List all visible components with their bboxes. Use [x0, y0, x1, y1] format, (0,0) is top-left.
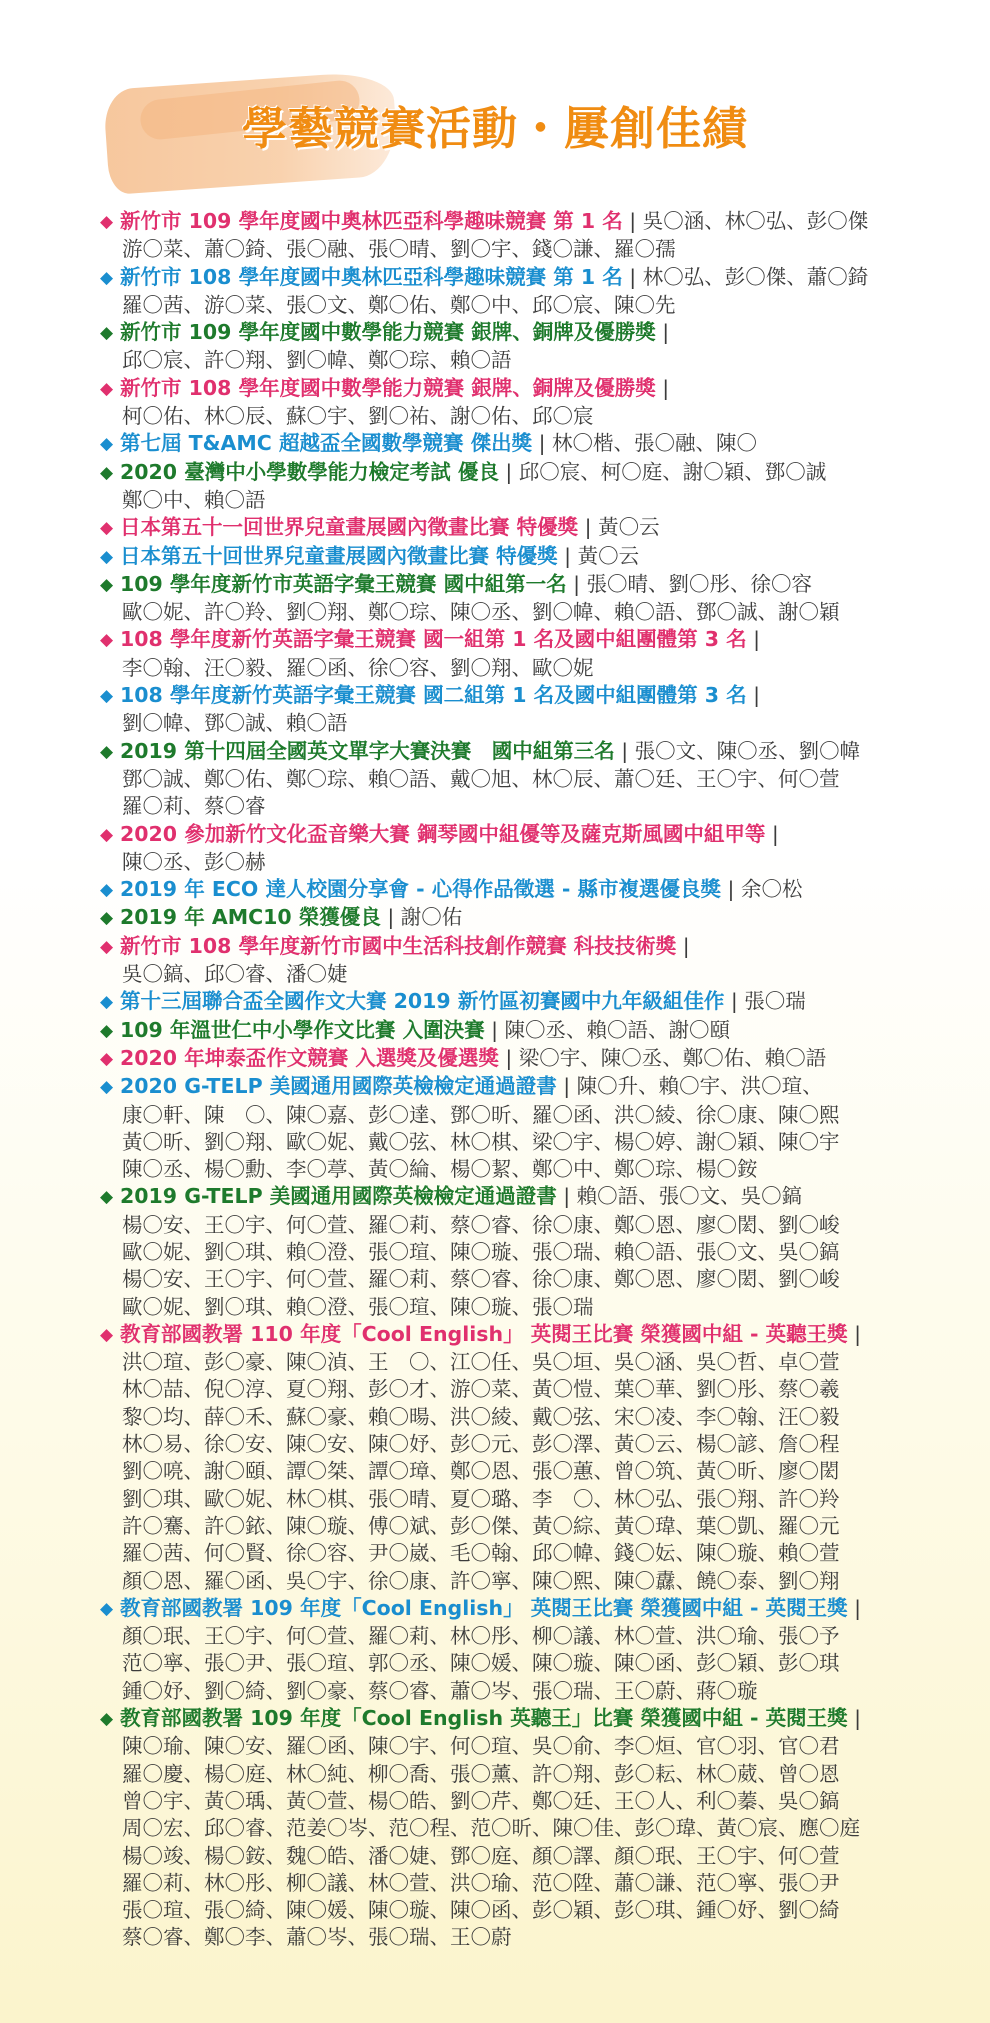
award-names-inline: | 吳〇涵、林〇弘、彭〇傑	[622, 209, 869, 233]
achievement-entry	[100, 1183, 960, 1320]
diamond-bullet-icon: ◆	[100, 574, 114, 595]
achievement-entry	[100, 1595, 960, 1705]
award-title: 新竹市 108 學年度國中數學能力競賽 銀牌、銅牌及優勝獎	[120, 375, 656, 400]
achievement-line	[100, 208, 960, 236]
achievement-entry	[100, 319, 960, 375]
diamond-bullet-icon: ◆	[100, 378, 114, 399]
award-names-inline: | 賴〇語、張〇文、吳〇鎬	[556, 1184, 803, 1209]
achievement-line	[100, 1073, 960, 1101]
award-title: 108 學年度新竹英語字彙王競賽 國一組第 1 名及國中組團體第 3 名	[120, 627, 747, 652]
award-title: 2020 臺灣中小學數學能力檢定考試 優良	[120, 459, 499, 484]
title-banner	[0, 0, 990, 200]
award-names: 顏〇珉、王〇宇、何〇萱、羅〇莉、林〇彤、柳〇議、林〇萱、洪〇瑜、張〇予 范〇寧、張〇尹、張〇瑄、郭〇丞、陳〇媛、陳〇璇、陳〇函、彭〇穎、彭〇琪 鍾〇妤、劉〇綺、劉〇豪、蔡〇睿、蕭〇岑、張〇瑞、王〇蔚、蔣〇璇	[122, 1624, 840, 1703]
award-names-inline: |	[746, 683, 761, 708]
diamond-bullet-icon: ◆	[100, 630, 114, 651]
award-names-inline: |	[765, 821, 779, 846]
achievement-entry	[100, 375, 960, 431]
award-title: 新竹市 108 學年度國中奧林匹亞科學趣味競賽 第 1 名	[120, 264, 623, 289]
achievement-line	[100, 375, 960, 403]
achievement-entry	[100, 933, 960, 989]
achievement-line	[100, 514, 960, 542]
diamond-bullet-icon: ◆	[100, 1187, 114, 1208]
achievement-line	[100, 1705, 960, 1733]
achievement-line	[100, 904, 960, 932]
award-title: 108 學年度新竹英語字彙王競賽 國二組第 1 名及國中組團體第 3 名	[120, 683, 747, 708]
award-names-inline: |	[655, 320, 670, 345]
award-title: 教育部國教署 109 年度「Cool English」 英閱王比賽 榮獲國中組 - 英閱王獎	[120, 1595, 848, 1620]
award-names: 游〇菜、蕭〇錡、張〇融、張〇晴、劉〇宇、錢〇謙、羅〇孺	[122, 237, 676, 262]
achievement-line	[100, 430, 960, 458]
achievement-entry	[100, 1045, 960, 1073]
award-names-inline: | 余〇松	[721, 877, 803, 902]
award-title: 新竹市 109 學年度國中奧林匹亞科學趣味競賽 第 1 名	[120, 209, 623, 233]
achievement-entry	[100, 571, 960, 627]
achievement-entry	[100, 1073, 960, 1183]
diamond-bullet-icon: ◆	[100, 741, 114, 762]
award-title: 109 年溫世仁中小學作文比賽 入圍決賽	[120, 1017, 485, 1042]
award-names-inline: | 黃〇云	[557, 543, 640, 568]
achievement-entry	[100, 1705, 960, 1952]
award-names: 柯〇佑、林〇辰、蘇〇宇、劉〇祐、謝〇佑、邱〇宸	[122, 404, 594, 429]
award-title: 第七屆 T&AMC 超越盃全國數學競賽 傑出獎	[120, 431, 533, 456]
achievement-entry	[100, 1321, 960, 1595]
award-names-inline: | 張〇文、陳〇丞、劉〇幃	[614, 738, 861, 763]
diamond-bullet-icon: ◆	[100, 462, 114, 483]
achievement-entry	[100, 264, 960, 320]
award-title: 日本第五十回世界兒童畫展國內徵畫比賽 特優獎	[120, 543, 558, 568]
award-names-inline: | 林〇楷、張〇融、陳〇	[532, 431, 758, 456]
diamond-bullet-icon: ◆	[100, 908, 114, 929]
achievement-entry	[100, 459, 960, 515]
award-title: 新竹市 109 學年度國中數學能力競賽 銀牌、銅牌及優勝獎	[120, 320, 656, 345]
award-title: 2019 第十四屆全國英文單字大賽決賽 國中組第三名	[120, 738, 615, 763]
award-title: 教育部國教署 109 年度「Cool English 英聽王」比賽 榮獲國中組 - 英閱王獎	[120, 1706, 848, 1731]
achievement-line	[100, 459, 960, 487]
award-names: 鄭〇中、賴〇語	[122, 487, 266, 512]
award-names-inline: |	[847, 1321, 862, 1346]
award-names: 李〇翰、汪〇毅、羅〇函、徐〇容、劉〇翔、歐〇妮	[122, 655, 594, 680]
award-names-inline: |	[655, 375, 670, 400]
achievement-entry	[100, 208, 960, 264]
award-title: 109 學年度新竹市英語字彙王競賽 國中組第一名	[120, 571, 567, 596]
achievement-line	[100, 1183, 960, 1211]
diamond-bullet-icon: ◆	[100, 936, 114, 957]
diamond-bullet-icon: ◆	[100, 824, 114, 845]
achievement-line	[100, 682, 960, 710]
achievement-line	[100, 988, 960, 1016]
award-names: 邱〇宸、許〇翔、劉〇幃、鄭〇琮、賴〇語	[122, 348, 512, 373]
achievement-entry	[100, 821, 960, 877]
award-names: 鄧〇誠、鄭〇佑、鄭〇琮、賴〇語、戴〇旭、林〇辰、蕭〇廷、王〇宇、何〇萱 羅〇莉、蔡〇睿	[122, 766, 840, 819]
award-names: 洪〇瑄、彭〇豪、陳〇湞、王 〇、江〇任、吳〇垣、吳〇涵、吳〇哲、卓〇萱 林〇喆、倪〇淳、夏〇翔、彭〇才、游〇菜、黃〇愷、葉〇華、劉〇彤、蔡〇羲 黎〇均、薛〇禾、蘇〇豪、賴〇暘、洪〇綾、戴〇弦、宋〇凌、李〇翰、汪〇毅 林〇易、徐〇安、陳〇安、陳〇妤、彭〇元、彭〇澤、黃〇云、楊〇諺、詹〇程 劉〇喨、謝〇頤、譚〇桀、譚〇璋、鄭〇恩、張〇蕙、曾〇筑、黃〇昕、廖〇閎 劉〇琪、歐〇妮、林〇棋、張〇晴、夏〇璐、李 〇、林〇弘、張〇翔、許〇羚 許〇騫、許〇銥、陳〇璇、傅〇斌、彭〇傑、黃〇綜、黃〇瑋、葉〇凱、羅〇元 羅〇茜、何〇賢、徐〇容、尹〇崴、毛〇翰、邱〇幃、錢〇妘、陳〇璇、賴〇萱 顏〇恩、羅〇函、吳〇宇、徐〇康、許〇寧、陳〇熙、陳〇纛、饒〇泰、劉〇翔	[122, 1350, 840, 1593]
award-names-inline: |	[676, 933, 690, 958]
award-names: 吳〇鎬、邱〇睿、潘〇婕	[122, 962, 348, 987]
award-names-inline: |	[746, 627, 761, 652]
award-title: 日本第五十一回世界兒童畫展國內徵畫比賽 特優獎	[120, 515, 579, 540]
diamond-bullet-icon: ◆	[100, 1048, 114, 1069]
award-names-inline: | 謝〇佑	[380, 905, 463, 930]
achievement-entry	[100, 988, 960, 1016]
award-names-inline: | 邱〇宸、柯〇庭、謝〇穎、鄧〇誠	[498, 459, 827, 484]
award-names-inline: | 梁〇宇、陳〇丞、鄭〇佑、賴〇語	[498, 1045, 827, 1070]
achievements-list	[100, 208, 960, 1952]
achievement-entry	[100, 543, 960, 571]
achievement-line	[100, 319, 960, 347]
award-names: 歐〇妮、許〇羚、劉〇翔、鄭〇琮、陳〇丞、劉〇幃、賴〇語、鄧〇誠、謝〇穎	[122, 600, 840, 625]
achievement-line	[100, 571, 960, 599]
achievement-entry	[100, 626, 960, 682]
achievement-line	[100, 933, 960, 961]
award-names-inline: |	[847, 1706, 862, 1731]
diamond-bullet-icon: ◆	[100, 518, 114, 539]
diamond-bullet-icon: ◆	[100, 1020, 114, 1041]
award-title: 教育部國教署 110 年度「Cool English」 英閱王比賽 榮獲國中組 - 英聽王獎	[120, 1321, 848, 1346]
page-title: 學藝競賽活動・屢創佳績	[241, 102, 748, 155]
achievement-entry	[100, 514, 960, 542]
award-title: 新竹市 108 學年度新竹市國中生活科技創作競賽 科技技術獎	[120, 933, 677, 958]
award-title: 2020 年坤泰盃作文競賽 入選獎及優選獎	[120, 1045, 499, 1070]
diamond-bullet-icon: ◆	[100, 323, 114, 344]
award-names: 康〇軒、陳 〇、陳〇嘉、彭〇達、鄧〇昕、羅〇函、洪〇綾、徐〇康、陳〇熙 黃〇昕、劉〇翔、歐〇妮、戴〇弦、林〇棋、梁〇宇、楊〇婷、謝〇穎、陳〇宇 陳〇丞、楊〇勳、李〇葶、黃〇綸、楊〇絜、鄭〇中、鄭〇琮、楊〇銨	[122, 1102, 840, 1182]
diamond-bullet-icon: ◆	[100, 267, 114, 288]
diamond-bullet-icon: ◆	[100, 1077, 114, 1098]
award-names-inline: | 張〇晴、劉〇彤、徐〇容	[566, 571, 813, 596]
diamond-bullet-icon: ◆	[100, 546, 114, 567]
achievement-line	[100, 264, 960, 292]
award-names-inline: | 張〇瑞	[724, 989, 806, 1014]
diamond-bullet-icon: ◆	[100, 212, 114, 232]
award-names: 陳〇瑜、陳〇安、羅〇函、陳〇宇、何〇瑄、吳〇俞、李〇烜、官〇羽、官〇君 羅〇慶、楊〇庭、林〇純、柳〇喬、張〇薰、許〇翔、彭〇耘、林〇葳、曾〇恩 曾〇宇、黃〇瑀、黃〇萱、楊〇皓、劉〇芹、鄭〇廷、王〇人、利〇蓁、吳〇鎬 周〇宏、邱〇睿、范姜〇岑、范〇程、范〇昕、陳〇佳、彭〇瑋、黃〇宸、應〇庭 楊〇竣、楊〇銨、魏〇皓、潘〇婕、鄧〇庭、顏〇譯、顏〇珉、王〇宇、何〇萱 羅〇莉、林〇彤、柳〇議、林〇萱、洪〇瑜、范〇陞、蕭〇謙、范〇寧、張〇尹 張〇瑄、張〇綺、陳〇媛、陳〇璇、陳〇函、彭〇穎、彭〇琪、鍾〇妤、劉〇綺 蔡〇睿、鄭〇李、蕭〇岑、張〇瑞、王〇蔚	[122, 1734, 860, 1950]
award-title: 2019 G-TELP 美國通用國際英檢檢定通過證書	[120, 1184, 557, 1209]
achievement-entry	[100, 738, 960, 821]
award-title: 2020 參加新竹文化盃音樂大賽 鋼琴國中組優等及薩克斯風國中組甲等	[120, 821, 766, 846]
award-names: 劉〇幃、鄧〇誠、賴〇語	[122, 711, 348, 736]
award-names: 陳〇丞、彭〇赫	[122, 849, 266, 874]
achievement-line	[100, 1595, 960, 1623]
achievement-line	[100, 876, 960, 904]
diamond-bullet-icon: ◆	[100, 992, 114, 1013]
achievement-line	[100, 543, 960, 571]
achievement-line	[100, 738, 960, 766]
award-names-inline: | 陳〇丞、賴〇語、謝〇頤	[484, 1017, 731, 1042]
achievement-line	[100, 626, 960, 654]
award-names-inline: | 黃〇云	[578, 515, 660, 540]
diamond-bullet-icon: ◆	[100, 1598, 114, 1619]
diamond-bullet-icon: ◆	[100, 434, 114, 455]
diamond-bullet-icon: ◆	[100, 1324, 114, 1345]
award-title: 2020 G-TELP 美國通用國際英檢檢定通過證書	[120, 1074, 557, 1099]
achievement-line	[100, 1045, 960, 1073]
award-title: 2019 年 AMC10 榮獲優良	[120, 905, 381, 930]
diamond-bullet-icon: ◆	[100, 880, 114, 901]
achievement-entry	[100, 1017, 960, 1045]
diamond-bullet-icon: ◆	[100, 1709, 114, 1730]
award-names: 羅〇茜、游〇菜、張〇文、鄭〇佑、鄭〇中、邱〇宸、陳〇先	[122, 292, 676, 317]
award-title: 第十三屆聯合盃全國作文大賽 2019 新竹區初賽國中九年級組佳作	[120, 989, 725, 1014]
award-names-inline: | 陳〇升、賴〇宇、洪〇瑄、	[556, 1074, 823, 1099]
achievement-line	[100, 1017, 960, 1045]
award-title: 2019 年 ECO 達人校園分享會 - 心得作品徵選 - 縣市複選優良獎	[120, 877, 722, 902]
achievement-entry	[100, 904, 960, 932]
achievement-entry	[100, 430, 960, 458]
achievement-line	[100, 821, 960, 849]
award-names: 楊〇安、王〇宇、何〇萱、羅〇莉、蔡〇睿、徐〇康、鄭〇恩、廖〇閎、劉〇峻 歐〇妮、劉〇琪、賴〇澄、張〇瑄、陳〇璇、張〇瑞、賴〇語、張〇文、吳〇鎬 楊〇安、王〇宇、何〇萱、羅〇莉、蔡〇睿、徐〇康、鄭〇恩、廖〇閎、劉〇峻 歐〇妮、劉〇琪、賴〇澄、張〇瑄、陳〇璇、張〇瑞	[122, 1212, 840, 1319]
achievement-entry	[100, 876, 960, 904]
achievement-entry	[100, 682, 960, 738]
achievement-line	[100, 1321, 960, 1349]
award-names-inline: |	[847, 1595, 862, 1620]
award-names-inline: | 林〇弘、彭〇傑、蕭〇錡	[622, 264, 869, 289]
diamond-bullet-icon: ◆	[100, 686, 114, 707]
